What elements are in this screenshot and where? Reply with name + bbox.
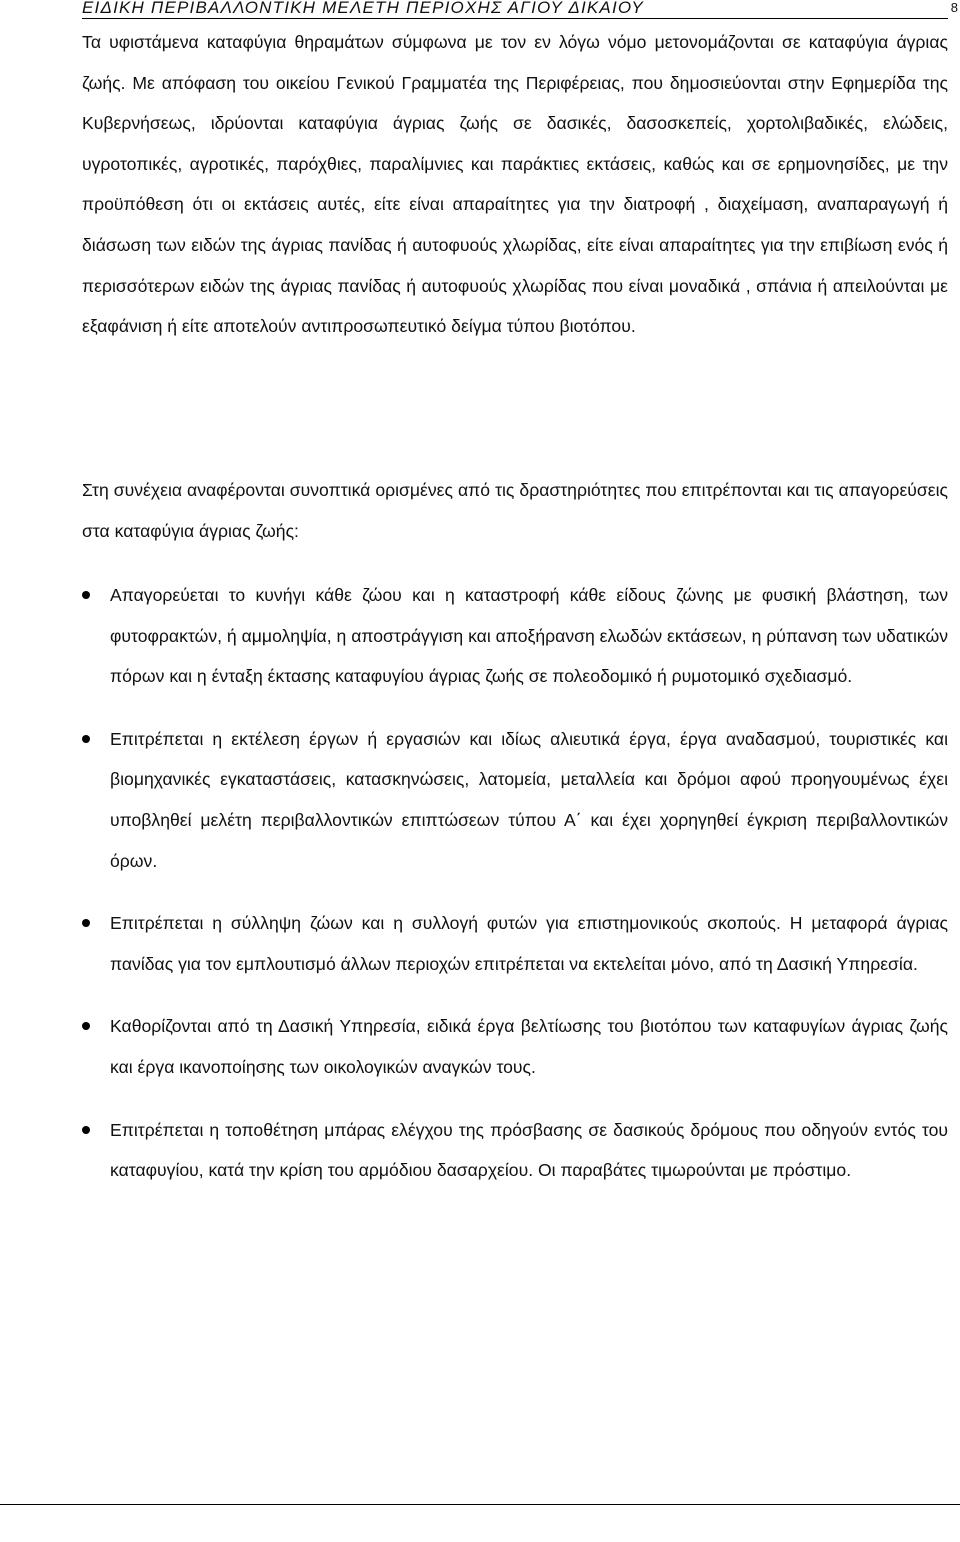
list-item xyxy=(82,903,948,984)
list-item xyxy=(82,719,948,881)
list-item xyxy=(82,1006,948,1087)
page-number: 8 xyxy=(950,0,958,15)
body-paragraph-2: Στη συνέχεια αναφέρονται συνοπτικά ορισμένες από τις δραστηριότητες που επιτρέπονται και τις απαγορεύσεις στα καταφύγια άγριας ζωής: xyxy=(82,480,948,541)
list-item xyxy=(82,575,948,697)
bullet-icon xyxy=(82,919,90,927)
list-item-text: Απαγορεύεται το κυνήγι κάθε ζώου και η καταστροφή κάθε είδους ζώνης με φυσική βλάστηση, των φυτοφρακτών, ή αμμοληψία, η αποστράγγιση και αποξήρανση ελωδών εκτάσεων, η ρύπανση των υδατικών πόρων και η ένταξη έκτασης καταφυγίου άγριας ζωής σε πολεοδομικό ή ρυμοτομικό σχεδιασμό. xyxy=(110,585,948,687)
list-item-text: Επιτρέπεται η σύλληψη ζώων και η συλλογή φυτών για επιστημονικούς σκοπούς. Η μεταφορά άγριας πανίδας για τον εμπλουτισμό άλλων περιοχών επιτρέπεται να εκτελείται μόνο, από τη Δασική Υπηρεσία. xyxy=(110,913,948,974)
list-item-text: Επιτρέπεται η τοποθέτηση μπάρας ελέγχου της πρόσβασης σε δασικούς δρόμους που οδηγούν εντός του καταφυγίου, κατά την κρίση του αρμόδιου δασαρχείου. Οι παραβάτες τιμωρούνται με πρόστιμο. xyxy=(110,1119,948,1181)
list-item xyxy=(82,1110,948,1191)
bullet-icon xyxy=(82,735,90,743)
list-item-text: Επιτρέπεται η εκτέλεση έργων ή εργασιών και ιδίως αλιευτικά έργα, έργα αναδασμού, τουριστικές και βιομηχανικές εγκαταστάσεις, κατασκηνώσεις, λατομεία, μεταλλεία και δρόμοι αφού προηγουμένως έχει υποβληθεί μελέτη περιβαλλοντικών επιπτώσεων τύπου Α΄ και έχει χορηγηθεί έγκριση περιβαλλοντικών όρων. xyxy=(110,728,948,871)
list-item-text: Καθορίζονται από τη Δασική Υπηρεσία, ειδικά έργα βελτίωσης του βιοτόπου των καταφυγίων άγριας ζωής και έργα ικανοποίησης των οικολογικών αναγκών τους. xyxy=(110,1016,948,1077)
body-paragraph-1: Τα υφιστάμενα καταφύγια θηραμάτων σύμφωνα με τον εν λόγω νόμο μετονομάζονται σε καταφύγια άγριας ζωής. Με απόφαση του οικείου Γενικού Γραμματέα της Περιφέρειας, που δημοσιεύονται στην Εφημερίδα της Κυβερνήσεως, ιδρύονται καταφύγια άγριας ζωής σε δασικές, δασοσκεπείς, χορτολιβαδικές, ελώδεις, υγροτοπικές, αγροτικές, παρόχθιες, παραλίμνιες και παράκτιες εκτάσεις, καθώς και σε ερημονησίδες, με την προϋπόθεση ότι οι εκτάσεις αυτές, είτε είναι απαραίτητες για την διατροφή , διαχείμαση, αναπαραγωγή ή διάσωση των ειδών της άγριας πανίδας ή αυτοφυούς χλωρίδας, είτε είναι απαραίτητες για την επιβίωση ενός ή περισσότερων ειδών της άγριας πανίδας ή αυτοφυούς χλωρίδας που είναι μοναδικά , σπάνια ή απειλούνται με εξαφάνιση ή είτε αποτελούν αντιπροσωπευτικό δείγμα τύπου βιοτόπου. xyxy=(82,32,948,337)
activities-list xyxy=(82,575,948,1213)
page-header xyxy=(82,0,958,19)
page-footer xyxy=(0,1504,960,1505)
bullet-icon xyxy=(82,1022,90,1030)
document-title: ΕΙΔΙΚΗ ΠΕΡΙΒΑΛΛΟΝΤΙΚΗ ΜΕΛΕΤΗ ΠΕΡΙΟΧΗΣ ΑΓΙΟΥ ΔΙΚΑΙΟΥ xyxy=(82,0,644,17)
bullet-icon xyxy=(82,591,90,599)
bullet-icon xyxy=(82,1126,90,1134)
